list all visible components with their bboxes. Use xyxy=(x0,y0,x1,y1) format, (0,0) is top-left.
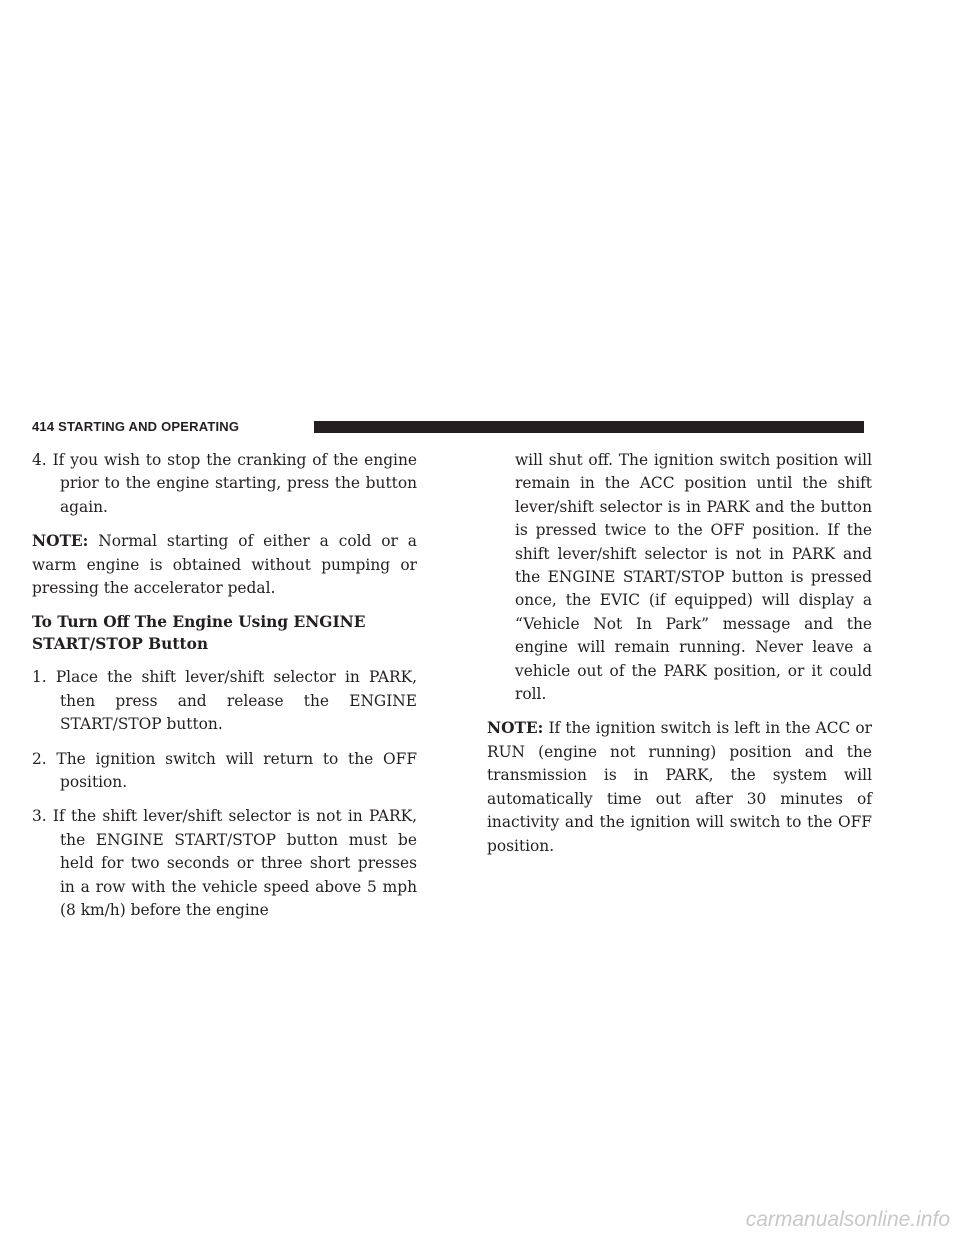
left-column xyxy=(32,449,417,934)
step-2-paragraph: 2. The ignition switch will return to the OFF position. xyxy=(32,749,417,792)
heading-line-2: START/STOP Button xyxy=(32,635,209,654)
note-label: NOTE: xyxy=(32,532,89,551)
page-number-section-title: 414 STARTING AND OPERATING xyxy=(32,419,240,434)
right-column xyxy=(487,449,872,869)
note-text: If the ignition switch is left in the ACC or RUN (engine not running) position and the transmission is in PARK, the system will automatically time out after 30 minutes of inactivity and the ignition will switch to the OFF position. xyxy=(487,719,872,855)
watermark-link[interactable]: carmanualsonline.info xyxy=(745,1208,950,1231)
step-3-paragraph: 3. If the shift lever/shift selector is not in PARK, the ENGINE START/STOP button must be held for two seconds or three short presses in a row with the vehicle speed above 5 mph (8 km/h) before the engine xyxy=(32,807,417,920)
step-1-paragraph: 1. Place the shift lever/shift selector in PARK, then press and release the ENGINE START/STOP button. xyxy=(32,668,417,734)
note-paragraph-1 xyxy=(32,530,417,600)
step-4-paragraph: 4. If you wish to stop the cranking of the engine prior to the engine starting, press the button again. xyxy=(32,451,417,516)
note-text: Normal starting of either a cold or a warm engine is obtained without pumping or pressing the accelerator pedal. xyxy=(32,532,417,598)
heading-line-1: To Turn Off The Engine Using ENGINE xyxy=(32,613,366,632)
step-3-continuation: will shut off. The ignition switch position will remain in the ACC position until the shift lever/shift selector is in PARK and the button is pressed twice to the OFF position. If the shift lever/shift selector is not in PARK and the ENGINE START/STOP button is pressed once, the EVIC (if equipped) will display a “Vehicle Not In Park” message and the engine will remain running. Never leave a vehicle out of the PARK position, or it could roll. xyxy=(515,451,872,704)
header-rule xyxy=(314,421,864,433)
note-label: NOTE: xyxy=(487,719,544,738)
section-heading xyxy=(32,611,417,655)
note-paragraph-2 xyxy=(487,717,872,857)
page-header xyxy=(32,417,864,439)
